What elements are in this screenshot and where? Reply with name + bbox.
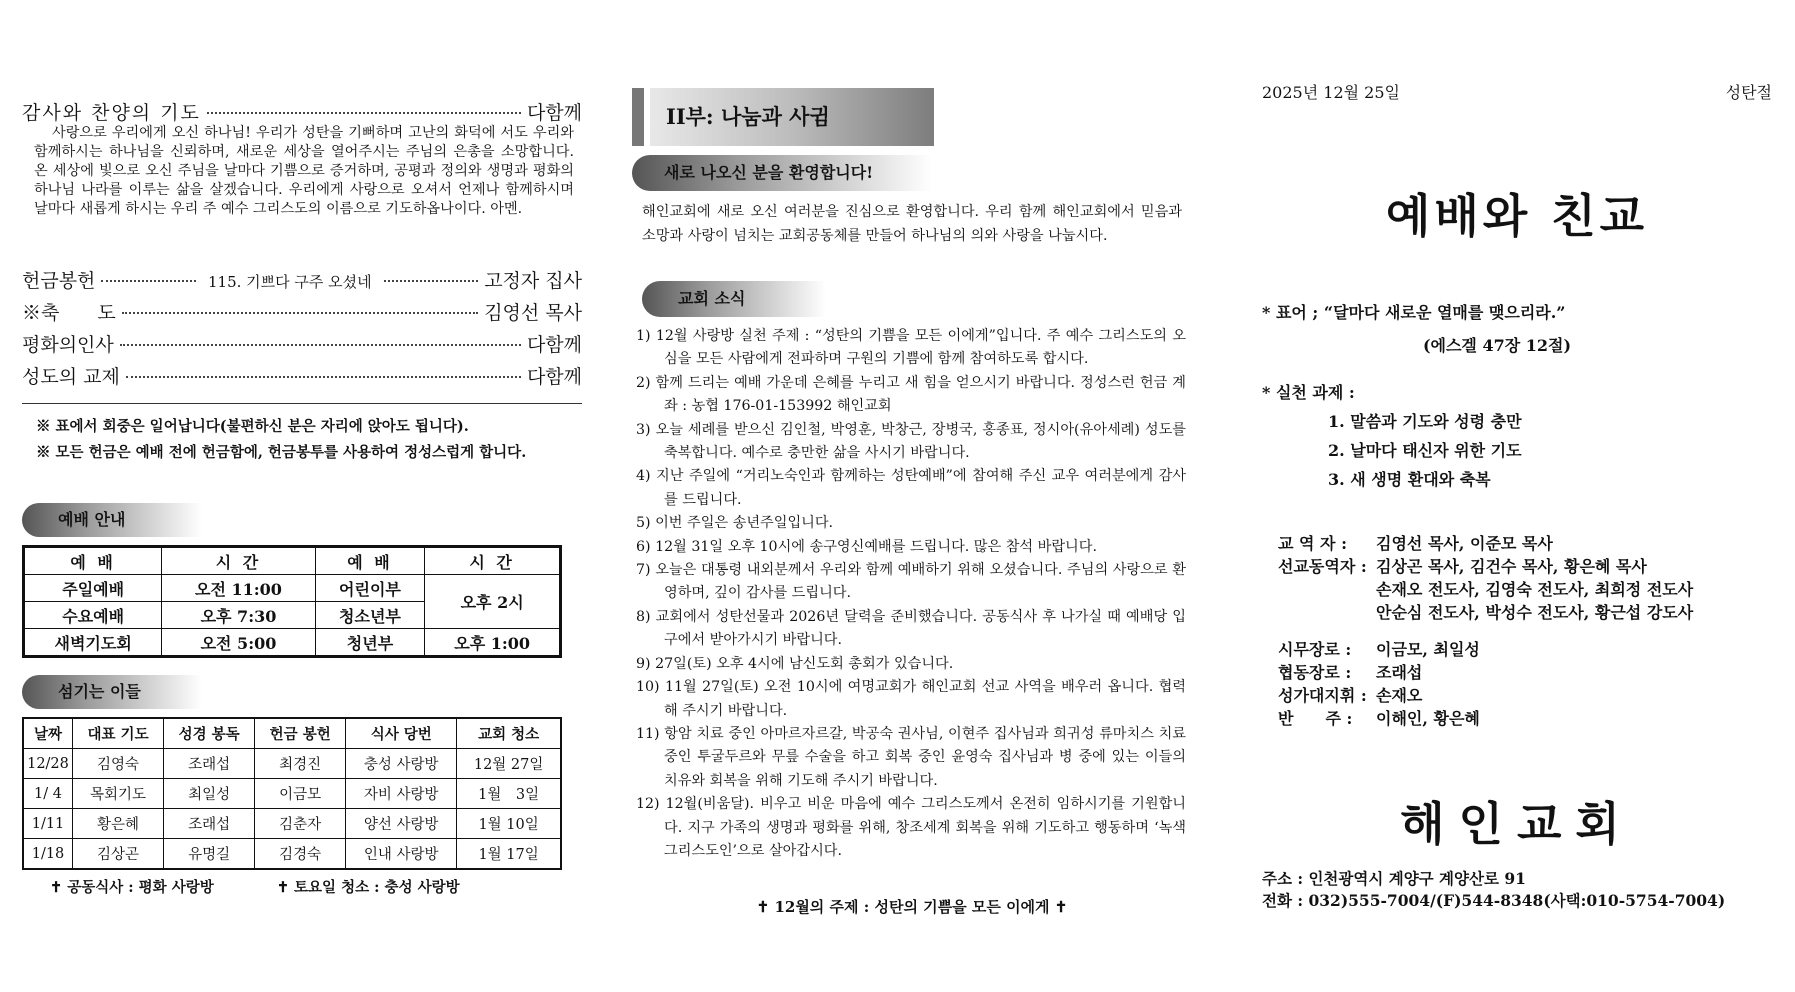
table-cell: 주일예배 (24, 575, 162, 602)
prayer-text: 사랑으로 우리에게 오신 하나님! 우리가 성탄을 기뻐하며 고난의 화덕에 서도 우리와 함께하시는 하나님을 신뢰하며, 새로운 세상을 열어주시는 주님의 은총을 소망합니다. 온 세상에 빛으로 오신 주님을 날마다 기쁨으로 증거하며, 공평과 정의와 생명과 평화의 하나님 나라를 이루는 삶을 살겠습니다. 우리에게 사랑으로 오셔서 언제나 함께하시며 날마다 새롭게 하시는 우리 주 예수 그리스도의 이름으로 기도하옵나이다. 아멘. (34, 125, 574, 217)
staff-row (1278, 532, 1778, 555)
servers-heading: 섬기는 이들 (22, 675, 202, 709)
table-cell: 1월 10일 (457, 809, 561, 839)
table-cell: 12/28 (23, 749, 73, 779)
occasion-label: 성탄절 (1725, 83, 1772, 102)
table-cell: 청소년부 (315, 602, 425, 629)
order-who: 김영선 목사 (484, 302, 582, 324)
staff-role (1278, 578, 1376, 601)
order-who: 다함께 (526, 366, 582, 388)
order-title: 헌금봉헌 (22, 270, 96, 292)
list-item: 5) 이번 주일은 송년주일입니다. (636, 515, 834, 532)
servers-table (22, 717, 562, 870)
staff-names: 손재오 전도사, 김영숙 전도사, 최희정 전도사 (1376, 580, 1694, 599)
servers-footer (50, 876, 518, 897)
staff-names: 안순심 전도사, 박성수 전도사, 황근섭 강도사 (1376, 603, 1694, 622)
staff-row (1278, 707, 1778, 730)
staff-names: 김영선 목사, 이준모 목사 (1376, 534, 1553, 553)
table-cell: 김상곤 (73, 839, 164, 870)
table-header-row (23, 718, 561, 749)
table-cell: 양선 사랑방 (346, 809, 457, 839)
motto-reference: (에스겔 47장 12절) (1422, 336, 1572, 355)
order-item-offering (22, 266, 582, 293)
order-who: 고정자 집사 (484, 270, 583, 292)
list-item: 1) 12월 사랑방 실천 주제 : “성탄의 기쁨을 모든 이에게”입니다. 주 예수 그리스도의 오심을 모든 사람에게 전파하며 구원의 기쁨에 함께 참여하도록 합시다. (636, 328, 1186, 368)
table-cell: 이금모 (255, 779, 346, 809)
note-standing: ※ 표에서 회중은 일어납니다(불편하신 분은 자리에 앉아도 됩니다). (36, 418, 469, 435)
list-item: 12) 12월(비움달). 비우고 비운 마음에 예수 그리스도께서 온전히 임하시기를 기원합니다. 지구 가족의 생명과 평화를 위해, 창조세계 회복을 위해 기도하고 행동하며 ‘녹색 그리스도인’으로 살아갑시다. (636, 796, 1186, 859)
leader-dots (126, 376, 521, 378)
table-cell: 수요예배 (24, 602, 162, 629)
header-cell: 성경 봉독 (164, 718, 255, 749)
table-row (24, 629, 561, 657)
table-cell: 어린이부 (315, 575, 425, 602)
order-title: 성도의 교제 (22, 366, 120, 388)
motto-text: * 표어 ; “달마다 새로운 열매를 맺으리라.” (1262, 303, 1566, 322)
table-cell: 오후 7:30 (162, 602, 315, 629)
table-cell: 12월 27일 (457, 749, 561, 779)
welcome-text: 해인교회에 새로 오신 여러분을 진심으로 환영합니다. 우리 함께 해인교회에서 믿음과 소망과 사랑이 넘치는 교회공동체를 만들어 하나님의 의와 사랑을 나눕시다. (642, 204, 1182, 244)
table-cell: 유명길 (164, 839, 255, 870)
list-item: 8) 교회에서 성탄선물과 2026년 달력을 준비했습니다. 공동식사 후 나가실 때 예배당 입구에서 받아가시기 바랍니다. (636, 608, 1186, 649)
common-meal-note: ✝ 공동식사 : 평화 사랑방 (50, 879, 214, 896)
table-cell: 김춘자 (255, 809, 346, 839)
merged-time-cell: 오후 2시 (425, 575, 561, 629)
staff-row (1278, 601, 1778, 624)
bulletin-date: 2025년 12월 25일 (1262, 83, 1400, 102)
header-cell: 시 간 (425, 547, 561, 575)
staff-list (1278, 532, 1778, 730)
bulletin-title: 예배와 친교 (1385, 189, 1649, 243)
part2-banner (632, 88, 934, 146)
order-title: 감사와 찬양의 기도 (22, 102, 201, 124)
staff-role (1278, 601, 1376, 624)
table-cell: 황은혜 (73, 809, 164, 839)
column-cover (1262, 0, 1772, 992)
task-item: 2. 날마다 태신자 위한 기도 (1328, 441, 1522, 460)
table-cell: 1월 17일 (457, 839, 561, 870)
table-cell: 조래섭 (164, 809, 255, 839)
table-cell: 오후 1:00 (425, 629, 561, 657)
order-title: 평화의인사 (22, 334, 114, 356)
list-item: 9) 27일(토) 오후 4시에 남신도회 총회가 있습니다. (636, 655, 954, 672)
staff-role: 성가대지휘 : (1278, 686, 1367, 705)
header-cell: 헌금 봉헌 (255, 718, 346, 749)
table-cell: 최경진 (255, 749, 346, 779)
table-cell: 새벽기도회 (24, 629, 162, 657)
banner-accent (632, 88, 644, 146)
header-cell: 교회 청소 (457, 718, 561, 749)
table-cell: 1/18 (23, 839, 73, 870)
staff-names: 조래섭 (1376, 663, 1423, 682)
worship-guide-heading: 예배 안내 (22, 503, 202, 537)
table-row (23, 749, 561, 779)
task-item: 1. 말씀과 기도와 성령 충만 (1328, 412, 1522, 431)
welcome-heading: 새로 나오신 분을 환영합니다! (632, 155, 932, 191)
notes (36, 414, 526, 466)
table-cell: 김경숙 (255, 839, 346, 870)
task-item: 3. 새 생명 환대와 축복 (1328, 470, 1491, 489)
leader-dots (122, 312, 478, 314)
list-item: 2) 함께 드리는 예배 가운데 은혜를 누리고 새 힘을 얻으시기 바랍니다. 정성스런 헌금 계좌 : 농협 176-01-153992 해인교회 (636, 374, 1186, 415)
table-cell: 오전 5:00 (162, 629, 315, 657)
saturday-cleaning-note: ✝ 토요일 청소 : 충성 사랑방 (276, 879, 460, 896)
header-cell: 시 간 (162, 547, 315, 575)
motto (1262, 300, 1772, 356)
date-row (1262, 80, 1772, 103)
staff-row (1278, 661, 1778, 684)
list-item: 7) 오늘은 대통령 내외분께서 우리와 함께 예배하기 위해 오셨습니다. 주님의 사랑으로 환영하며, 깊이 감사를 드립니다. (636, 562, 1186, 602)
staff-row (1278, 578, 1778, 601)
header-cell: 예 배 (315, 547, 425, 575)
church-name: 해인교회 (1400, 797, 1634, 851)
table-cell: 1/11 (23, 809, 73, 839)
header-cell: 식사 당번 (346, 718, 457, 749)
leader-dots (207, 112, 521, 114)
table-cell: 오전 11:00 (162, 575, 315, 602)
order-title: ※축 도 (22, 302, 116, 324)
tasks-title: * 실천 과제 : (1262, 383, 1355, 402)
news-list (636, 325, 1186, 863)
order-who: 다함께 (526, 102, 582, 124)
phone: 전화 : 032)555-7004/(F)544-8348(사택:010-5754-7004) (1262, 891, 1726, 910)
table-cell: 김영숙 (73, 749, 164, 779)
table-cell: 자비 사랑방 (346, 779, 457, 809)
leader-dots (384, 280, 479, 282)
staff-row (1278, 555, 1778, 578)
table-cell: 조래섭 (164, 749, 255, 779)
header-cell: 예 배 (24, 547, 162, 575)
staff-role: 교 역 자 : (1278, 534, 1347, 553)
order-item-fellowship (22, 362, 582, 389)
staff-names: 이금모, 최일성 (1376, 640, 1480, 659)
staff-role: 시무장로 : (1278, 640, 1352, 659)
list-item: 3) 오늘 세례를 받으신 김인철, 박영훈, 박창근, 장병국, 홍종표, 정시아(유아세례) 성도를 축복합니다. 예수로 충만한 삶을 사시기 바랍니다. (636, 421, 1186, 462)
header-cell: 날짜 (23, 718, 73, 749)
staff-row (1278, 638, 1778, 661)
staff-names: 김상곤 목사, 김건수 목사, 황은혜 목사 (1376, 557, 1647, 576)
list-item: 4) 지난 주일에 “거리노숙인과 함께하는 성탄예배”에 참여해 주신 교우 여러분에게 감사를 드립니다. (636, 468, 1186, 508)
table-row (23, 779, 561, 809)
table-cell: 청년부 (315, 629, 425, 657)
address: 주소 : 인천광역시 계양구 계양산로 91 (1262, 869, 1526, 888)
order-item-prayer (22, 98, 582, 125)
staff-names: 손재오 (1376, 686, 1423, 705)
worship-guide-table (22, 545, 562, 658)
contact-info (1262, 868, 1782, 912)
column-fellowship (632, 0, 1192, 992)
staff-row (1278, 684, 1778, 707)
staff-role: 협동장로 : (1278, 663, 1352, 682)
table-row (24, 575, 561, 602)
order-item-peace (22, 330, 582, 357)
table-cell: 충성 사랑방 (346, 749, 457, 779)
table-cell: 목회기도 (73, 779, 164, 809)
staff-role: 선교동역자 : (1278, 557, 1367, 576)
leader-dots (101, 280, 196, 282)
monthly-theme: ✝ 12월의 주제 : 성탄의 기쁨을 모든 이에게 ✝ (756, 898, 1068, 916)
part2-title: II부: 나눔과 사귐 (650, 88, 934, 146)
list-item: 10) 11월 27일(토) 오전 10시에 여명교회가 해인교회 선교 사역을 배우러 옵니다. 협력해 주시기 바랍니다. (636, 679, 1186, 719)
order-who: 다함께 (526, 334, 582, 356)
table-cell: 인내 사랑방 (346, 839, 457, 870)
table-cell: 최일성 (164, 779, 255, 809)
list-item: 11) 항암 치료 중인 아마르자르갈, 박공숙 권사님, 이현주 집사님과 희귀성 류마치스 치료 중인 투굴두르와 무릎 수술을 하고 회복 중인 윤영숙 집사님과 병 중에 있는 이들의 치유와 회복을 위해 기도해 주시기 바랍니다. (636, 725, 1186, 789)
list-item: 6) 12월 31일 오후 10시에 송구영신예배를 드립니다. 많은 참석 바랍니다. (636, 538, 1097, 555)
news-heading: 교회 소식 (642, 281, 826, 317)
divider (22, 403, 582, 404)
table-cell: 1월 3일 (457, 779, 561, 809)
staff-role: 반 주 : (1278, 709, 1353, 728)
staff-names: 이해인, 황은혜 (1376, 709, 1480, 728)
table-cell: 1/ 4 (23, 779, 73, 809)
leader-dots (120, 344, 521, 346)
order-item-benediction (22, 298, 582, 325)
spacer (1278, 624, 1778, 638)
offering-hymn: 115. 기쁘다 구주 오셨네 (208, 273, 372, 291)
practice-tasks (1262, 378, 1772, 494)
note-offering: ※ 모든 헌금은 예배 전에 헌금함에, 헌금봉투를 사용하여 정성스럽게 합니다. (36, 444, 527, 461)
table-row (23, 809, 561, 839)
column-worship-order (22, 0, 582, 992)
header-cell: 대표 기도 (73, 718, 164, 749)
table-header-row (24, 547, 561, 575)
table-row (23, 839, 561, 870)
